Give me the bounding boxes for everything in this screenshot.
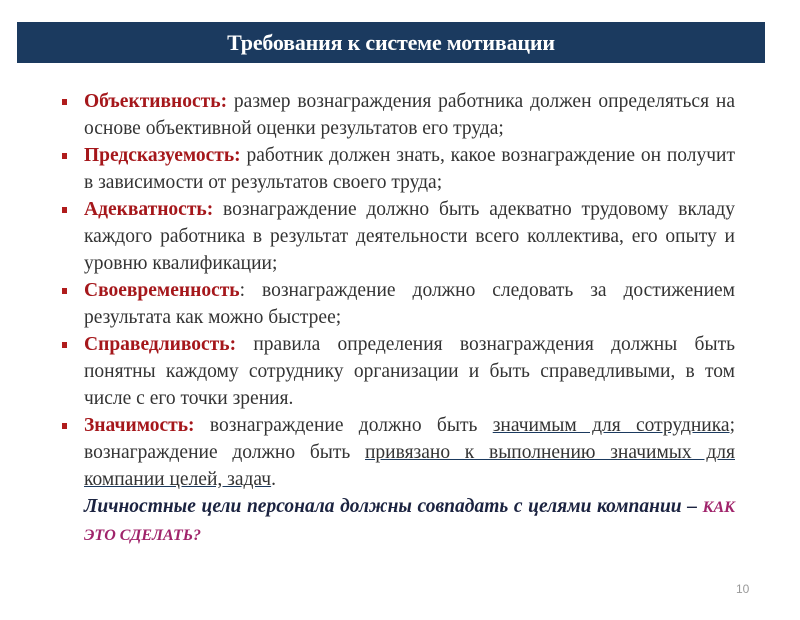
conclusion-note bbox=[84, 493, 735, 549]
page-number: 10 bbox=[736, 582, 750, 596]
slide-title: Требования к системе мотивации bbox=[227, 29, 555, 55]
list-item bbox=[84, 142, 735, 196]
note-question: КАК ЭТО СДЕЛАТЬ? bbox=[84, 499, 735, 544]
bullet-icon bbox=[62, 423, 67, 429]
bullet-icon bbox=[62, 99, 67, 105]
item-term: Справедливость: bbox=[84, 334, 237, 355]
list-item bbox=[84, 331, 735, 412]
bullet-icon bbox=[62, 288, 67, 294]
item-text: работник должен знать, какое вознаграждение он получит в зависимости от результатов своего труда; bbox=[84, 145, 735, 193]
list-item bbox=[84, 196, 735, 277]
item-text: правила определения вознаграждения должны быть понятны каждому сотруднику организации и быть справедливыми, в том числе с его точки зрения. bbox=[84, 334, 735, 409]
slide-title-bar bbox=[17, 22, 765, 63]
item-term: Предсказуемость: bbox=[84, 145, 241, 166]
bullet-icon bbox=[62, 207, 67, 213]
list-item bbox=[84, 277, 735, 331]
underlined-text: привязано к выполнению значимых для компании целей, задач bbox=[84, 442, 735, 490]
item-term: Значимость: bbox=[84, 415, 195, 436]
item-text: вознаграждение должно следовать за достижением результата как можно быстрее; bbox=[84, 280, 735, 328]
item-term: Адекватность: bbox=[84, 199, 214, 220]
item-text: размер вознаграждения работника должен определяться на основе объективной оценки результатов его труда; bbox=[84, 91, 735, 139]
list-item bbox=[84, 88, 735, 142]
bullet-icon bbox=[62, 342, 67, 348]
requirements-list bbox=[84, 88, 735, 549]
item-term: Своевременность bbox=[84, 280, 240, 301]
item-term: Объективность: bbox=[84, 91, 228, 112]
item-text: вознаграждение должно быть адекватно трудовому вкладу каждого работника в результат деятельности всего коллектива, его опыту и уровню квалификации; bbox=[84, 199, 735, 274]
item-text: вознаграждение должно быть bbox=[194, 415, 493, 436]
underlined-text: значимым для сотрудника bbox=[492, 415, 730, 436]
list-item bbox=[84, 412, 735, 493]
note-text: Личностные цели персонала должны совпадать с целями компании – bbox=[84, 496, 703, 517]
bullet-icon bbox=[62, 153, 67, 159]
item-colon: : bbox=[239, 280, 246, 301]
item-text: . bbox=[271, 469, 276, 490]
item-text: ; вознаграждение должно быть bbox=[84, 415, 735, 463]
